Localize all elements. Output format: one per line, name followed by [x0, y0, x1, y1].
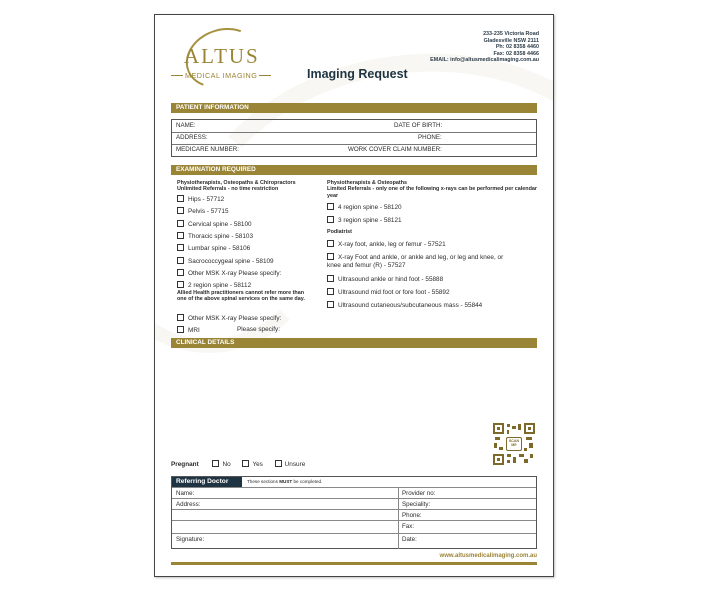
- checkbox-xray-foot-and-ankle[interactable]: X-ray Foot and ankle, or ankle and leg, or leg and knee, or knee and femur (R) - 57527: [327, 254, 504, 269]
- checkbox-ultrasound-mid-foot[interactable]: Ultrasound mid foot or fore foot - 55892: [327, 288, 450, 297]
- referring-row-signature[interactable]: Signature: Date:: [172, 533, 536, 545]
- checkbox-box[interactable]: [327, 288, 334, 295]
- checkbox-box[interactable]: [327, 275, 334, 282]
- checkbox-pelvis[interactable]: Pelvis - 57715: [177, 207, 229, 216]
- qr-code-icon[interactable]: [493, 423, 535, 465]
- checkbox-box[interactable]: [327, 240, 334, 247]
- checkbox-box[interactable]: [177, 314, 184, 321]
- clinic-address: 233-235 Victoria Road Gladesville NSW 2111 Ph: 02 8358 4460 Fax: 02 8358 4466 EMAIL: info@altusmedicalimaging.com.au: [430, 31, 539, 64]
- checkbox-2-region-spine[interactable]: 2 region spine - 58112: [177, 281, 251, 290]
- scan-me-label: SCAN ME: [506, 437, 522, 451]
- pregnant-option-unsure[interactable]: Unsure: [275, 461, 306, 468]
- checkbox-box[interactable]: [327, 216, 334, 223]
- patient-row-name[interactable]: NAME: DATE OF BIRTH:: [172, 120, 536, 133]
- referring-doctor-table: [171, 476, 537, 549]
- checkbox-lumbar-spine[interactable]: Lumbar spine - 58106: [177, 244, 250, 253]
- checkbox-xray-foot-ankle[interactable]: X-ray foot, ankle, leg or femur - 57521: [327, 240, 446, 249]
- podiatrist-heading: Podiatrist: [327, 229, 352, 235]
- altus-logo: ALTUS MEDICAL IMAGING: [171, 27, 271, 87]
- checkbox-box[interactable]: [177, 220, 184, 227]
- checkbox-ultrasound-ankle[interactable]: Ultrasound ankle or hind foot - 55888: [327, 275, 443, 284]
- patient-row-medicare[interactable]: MEDICARE NUMBER: WORK COVER CLAIM NUMBER:: [176, 146, 442, 153]
- checkbox-box[interactable]: [327, 253, 334, 260]
- patient-info-table: [171, 119, 537, 157]
- checkbox-box[interactable]: [177, 269, 184, 276]
- checkbox-box[interactable]: [177, 257, 184, 264]
- checkbox-4-region-spine[interactable]: 4 region spine - 58120: [327, 203, 402, 212]
- form-title: Imaging Request: [307, 67, 408, 81]
- clinical-section-header: CLINICAL DETAILS: [171, 338, 537, 348]
- checkbox-cervical-spine[interactable]: Cervical spine - 58100: [177, 220, 252, 229]
- imaging-request-form: [154, 14, 554, 577]
- checkbox-sacrococcygeal-spine[interactable]: Sacrococcygeal spine - 58109: [177, 257, 274, 266]
- referring-row-name[interactable]: Name: Provider no:: [172, 487, 536, 499]
- checkbox-other-msk-xray-2[interactable]: Other MSK X-ray Please specify:: [177, 314, 281, 323]
- exam-section-header: EXAMINATION REQUIRED: [171, 165, 537, 175]
- right-column-heading: Physiotherapists & Osteopaths Limited Referrals - only one of the following x-rays can be performed per calendar year: [327, 180, 537, 199]
- checkbox-box[interactable]: [327, 301, 334, 308]
- checkbox-box[interactable]: [327, 203, 334, 210]
- checkbox-box[interactable]: [177, 232, 184, 239]
- allied-health-note: Allied Health practitioners cannot refer more than one of the above spinal services on the same day.: [177, 290, 305, 303]
- referring-row-address[interactable]: Address: Speciality:: [172, 498, 536, 510]
- checkbox-box[interactable]: [212, 460, 219, 467]
- referring-row-phone[interactable]: Phone:: [172, 509, 536, 521]
- patient-section-header: PATIENT INFORMATION: [171, 103, 537, 113]
- referring-row-fax[interactable]: Fax:: [172, 520, 536, 532]
- checkbox-thoracic-spine[interactable]: Thoracic spine - 58103: [177, 232, 253, 241]
- checkbox-3-region-spine[interactable]: 3 region spine - 58121: [327, 216, 402, 225]
- checkbox-box[interactable]: [177, 326, 184, 333]
- referring-doctor-note: These sections MUST be completed.: [247, 479, 323, 484]
- checkbox-box[interactable]: [177, 207, 184, 214]
- checkbox-ultrasound-mass[interactable]: Ultrasound cutaneous/subcutaneous mass - 55844: [327, 301, 482, 310]
- checkbox-box[interactable]: [275, 460, 282, 467]
- patient-row-address[interactable]: ADDRESS: PHONE:: [172, 132, 536, 145]
- checkbox-box[interactable]: [242, 460, 249, 467]
- pregnant-row: Pregnant No Yes Unsure: [171, 461, 306, 468]
- mri-specify-label: Please specify:: [237, 326, 280, 333]
- checkbox-box[interactable]: [177, 195, 184, 202]
- checkbox-box[interactable]: [177, 244, 184, 251]
- checkbox-box[interactable]: [177, 281, 184, 288]
- checkbox-hips[interactable]: Hips - 57712: [177, 195, 224, 204]
- checkbox-other-msk-xray[interactable]: Other MSK X-ray Please specify:: [177, 269, 281, 278]
- footer-bar: [171, 562, 537, 565]
- website-link[interactable]: www.altusmedicalimaging.com.au: [439, 553, 537, 559]
- checkbox-mri[interactable]: MRI: [177, 326, 200, 335]
- left-column-heading: Physiotherapists, Osteopaths & Chiropractors Unlimited Referrals - no time restriction: [177, 180, 296, 193]
- referring-doctor-title: Referring Doctor: [172, 477, 242, 487]
- pregnant-option-yes[interactable]: Yes: [242, 461, 262, 468]
- pregnant-option-no[interactable]: No: [212, 461, 230, 468]
